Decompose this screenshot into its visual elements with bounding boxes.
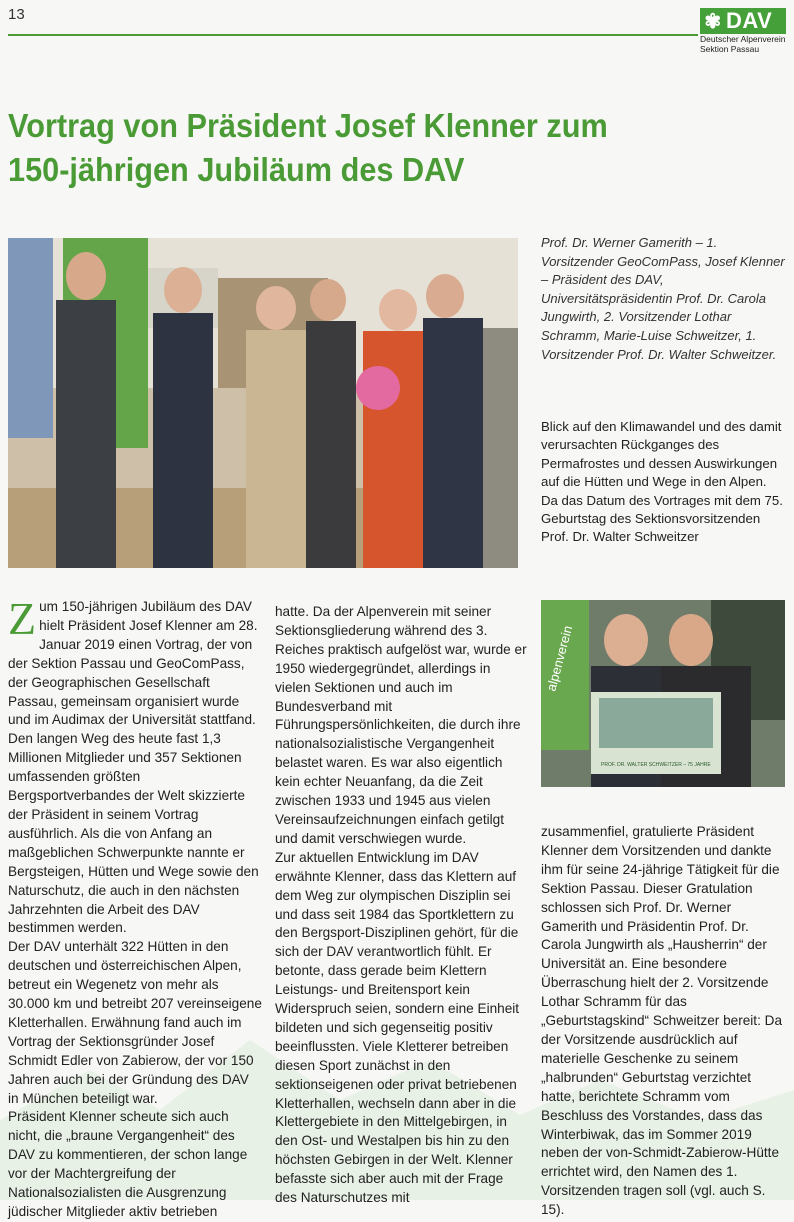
title-line-1: Vortrag von Präsident Josef Klenner zum (8, 107, 608, 144)
edelweiss-icon: ✾ (704, 10, 722, 33)
logo-mark: DAV (726, 8, 773, 33)
article-column-3: zusammenfiel, gratulierte Präsident Klenner dem Vorsitzenden und dankte ihm für seine 24-jährige Tätigkeit für die Sektion Passau. Dieser Gratulation schlossen sich Prof. Dr. Werner Gamerith und Präsidentin Prof. Dr. Carola Jungwirth als „Hausherrin“ der Universität an. Eine besondere Überraschung hielt der 2. Vorsitzende Lothar Schramm für das „Geburtstagskind“ Schweitzer bereit: Da der Vorsitzende ausdrücklich auf materielle Geschenke zu seinem „halbrunden“ Geburtstag verzichtet hatte, berichtete Schramm vom Beschluss des Vorstandes, dass das Winterbiwak, das im Sommer 2019 neben der von-Schmidt-Zabierow-Hütte errichtet wird, den Namen des 1. Vorsitzenden tragen soll (vgl. auch S. 15). (541, 824, 783, 1218)
banner-text: alpenverein (543, 623, 576, 693)
side-column-text: Blick auf den Klimawandel und des damit verursachten Rückganges des Permafrostes und dessen Auswirkungen auf die Hütten und Wege in den Alpen. Da das Datum des Vortrages mit dem 75. Geburtstag des Sektionsvorsitzenden Prof. Dr. Walter Schweitzer (541, 419, 783, 545)
logo-line-2: Sektion Passau (700, 44, 760, 54)
dav-logo (700, 8, 788, 54)
group-photo (8, 238, 518, 568)
column-1-text: um 150-jährigen Jubiläum des DAV hielt Präsident Josef Klenner am 28. Januar 2019 einen Vortrag, der von der Sektion Passau und GeoComPass, der Geographischen Gesellschaft Passau, gemeinsam organisiert wurde und im Audimax der Universität stattfand. Den langen Weg des heute fast 1,3 Millionen Mitglieder und 357 Sektionen umfassenden größten Bergsportverbandes der Welt skizzierte der Präsident in seinem Vortrag ausführlich. Als die von Anfang an maßgeblichen Schwerpunkte nannte er Bergsteigen, Hütten und Wege sowie den Naturschutz, die auch in den nächsten Jahrzehnten die Arbeit des DAV bestimmen werden. Der DAV unterhält 322 Hütten in den deutschen und österreichischen Alpen, betreut ein Wegenetz von mehr als 30.000 km und betreibt 207 vereinseigene Kletterhallen. Erwähnung fand auch im Vortrag der Sektionsgründer Josef Schmidt Edler von Zabierow, der vor 150 Jahren auch bei der Gründung des DAV in München beteiligt war. Präsident Klenner scheute sich auch nicht, die „braune Vergangenheit“ des DAV zu kommentieren, der schon lange vor der Machtergreifung der Nationalsozialisten die Ausgrenzung jüdischer Mitglieder aktiv betrieben (8, 599, 262, 1219)
page-number: 13 (8, 6, 25, 23)
logo-line-1: Deutscher Alpenverein (700, 34, 786, 44)
header-rule (8, 34, 698, 36)
article-title (8, 104, 659, 192)
title-line-2: 150-jährigen Jubiläum des DAV (8, 151, 465, 188)
article-column-1 (8, 593, 262, 1222)
poster-caption: PROF. DR. WALTER SCHWEITZER – 75 JAHRE (601, 762, 711, 768)
birthday-photo (541, 600, 785, 787)
drop-cap: Z (8, 593, 37, 644)
photo-caption: Prof. Dr. Werner Gamerith – 1. Vorsitzender GeoComPass, Josef Klenner – Präsident des DAV, Universitätspräsidentin Prof. Dr. Carola Jungwirth, 2. Vorsitzender Lothar Schramm, Marie-Luise Schweitzer, 1. Vorsitzender Prof. Dr. Walter Schweitzer. (541, 235, 785, 362)
article-column-2: hatte. Da der Alpenverein mit seiner Sektionsgliederung während des 3. Reiches praktisch aufgelöst war, wurde er 1950 wiedergegründet, allerdings in vielen Sektionen und auch im Bundesverband mit Führungspersönlichkeiten, die durch ihre nationalsozialistische Vergangenheit belastet waren. Es war also eigentlich kein echter Neuanfang, da die Zeit zwischen 1933 und 1945 aus vielen Vereinsaufzeichnungen einfach getilgt und damit verschwiegen wurde. Zur aktuellen Entwicklung im DAV erwähnte Klenner, dass das Klettern auf dem Weg zur olympischen Disziplin sei und dass seit 1984 das Sportklettern zu den Bergsport-Disziplinen gehört, für die sich der DAV verantwortlich fühlt. Er betonte, dass gerade beim Klettern Leistungs- und Breitensport kein Widerspruch seien, sondern eine Einheit bildeten und sich gegenseitig positiv beeinflussten. Viele Kletterer betreiben diesen Sport zunächst in den sektionseigenen oder privat betriebenen Kletterhallen, wechseln dann aber in die Klettergebiete in den Mittelgebirgen, in den Ost- und Westalpen bis hin zu den höchsten Gebirgen in der Welt. Klenner befasste sich aber auch mit der Frage des Naturschutzes mit (275, 604, 527, 1206)
